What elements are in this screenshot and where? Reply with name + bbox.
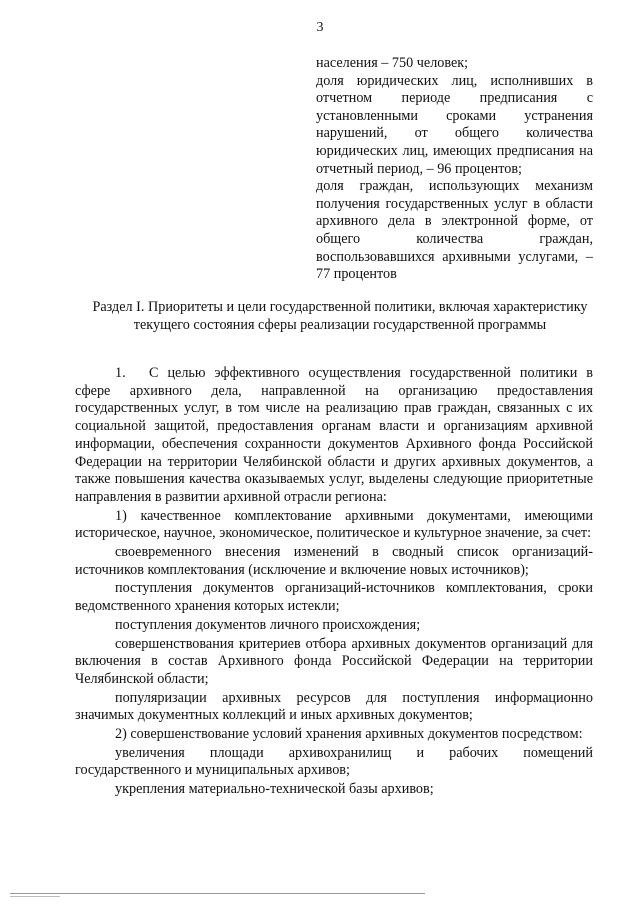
paragraph-text: С целью эффективного осуществления государственной политики в сфере архивного дела, направленной на организацию предоставления государственных услуг, в том числе на реализацию прав граждан, связанных с их социальной защитой, предоставления органам власти и организациям архивной информации, обеспечения сохранности документов Архивного фонда Российской Федерации на территории Челябинской области и других архивных документов, а также повышения качества оказываемых услуг, выделены следующие приоритетные направления в развитии архивной отрасли региона: (75, 365, 593, 505)
footer-divider (10, 893, 425, 894)
paragraph-2: 1) качественное комплектование архивными документами, имеющими историческое, научное, экономическое, политическое и культурное значение, за счет: (75, 507, 593, 542)
paragraph-1 (75, 365, 593, 507)
paragraph-5: поступления документов личного происхождения; (115, 616, 421, 633)
paragraph-4: поступления документов организаций-источников комплектования, сроки ведомственного хранения которых истекли; (75, 580, 593, 615)
page-number: 3 (316, 20, 324, 35)
body-text (75, 365, 593, 800)
paragraph-8: 2) совершенствование условий хранения архивных документов посредством: (115, 726, 583, 743)
paragraph-number: 1. (115, 365, 126, 381)
indicator-item: населения – 750 человек; (316, 55, 469, 71)
paragraph-10: укрепления материально-технической базы архивов; (115, 781, 434, 798)
indicator-item: доля юридических лиц, исполнивших в отчетном периоде предписания с установленными сроками устранения нарушений, от общего количества юридических лиц, имеющих предписания на отчетный период, – 96 процентов; (316, 72, 593, 177)
paragraph-9: увеличения площади архивохранилищ и рабочих помещений государственного и муниципальных архивов; (75, 744, 593, 779)
paragraph-3: своевременного внесения изменений в сводный список организаций-источников комплектования (исключение и включение новых источников); (75, 544, 593, 578)
paragraph-6: совершенствования критериев отбора архивных документов организаций для включения в состав Архивного фонда Российской Федерации на территории Челябинской области; (75, 635, 593, 687)
section-heading: Раздел I. Приоритеты и цели государственной политики, включая характеристику текущего состояния сферы реализации государственной программы (92, 299, 588, 333)
indicator-item: доля граждан, использующих механизм получения государственных услуг в области архивного дела в электронной форме, от общего количества граждан, воспользовавшихся архивными услугами, – 77 процентов (316, 178, 593, 283)
indicators-block (316, 55, 593, 284)
footer-mark (10, 896, 60, 897)
paragraph-7: популяризации архивных ресурсов для поступления информационно значимых документных коллекций и иных архивных документов; (75, 689, 593, 724)
